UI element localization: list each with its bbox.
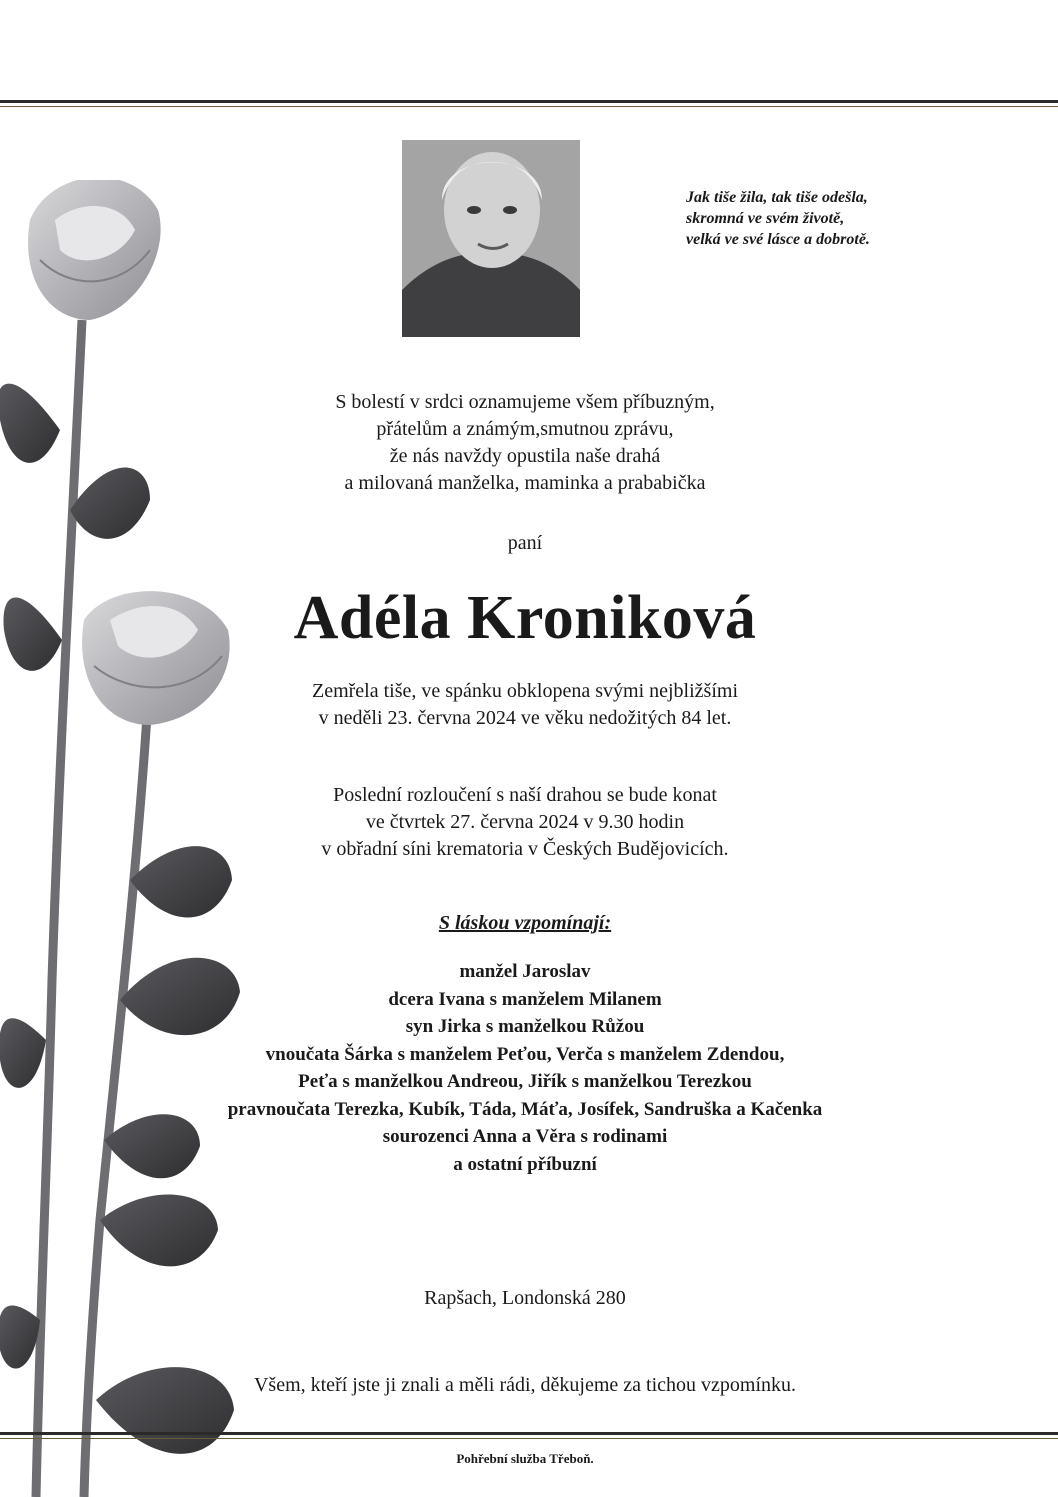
mourner-line: vnoučata Šárka s manželem Peťou, Verča s manželem Zdendou, (265, 1043, 785, 1065)
announcement-line: přátelům a známým,smutnou zprávu, (376, 418, 674, 440)
motto-line: velká ve své lásce a dobrotě. (686, 231, 870, 248)
mourner-line: pravnoučata Terezka, Kubík, Táda, Máťa, Josífek, Sandruška a Kačenka (227, 1098, 823, 1120)
mourner-line: dcera Ivana s manželem Milanem (388, 988, 662, 1010)
mourner-line: manžel Jaroslav (459, 961, 591, 982)
funeral-info (140, 782, 910, 863)
top-divider (0, 100, 1058, 107)
bottom-divider (0, 1432, 1058, 1439)
motto-line: skromná ve svém životě, (686, 210, 845, 227)
mourners-list (140, 958, 910, 1178)
announcement-line: že nás navždy opustila naše drahá (389, 445, 661, 467)
portrait-photo (402, 140, 580, 337)
announcement-line: S bolestí v srdci oznamujeme všem příbuzným, (335, 391, 715, 413)
title-prefix: paní (507, 532, 543, 554)
funeral-service-credit: Pohřební služba Třeboň. (456, 1451, 594, 1466)
announcement-text (140, 389, 910, 497)
mourners-heading: S láskou vzpomínají: (438, 912, 612, 934)
thanks-note: Všem, kteří jste ji znali a měli rádi, děkujeme za tichou vzpomínku. (253, 1374, 797, 1396)
mourner-line: sourozenci Anna a Věra s rodinami (382, 1126, 668, 1147)
funeral-line: Poslední rozloučení s naší drahou se bude konat (333, 784, 717, 806)
leaf-shape (0, 384, 60, 463)
rose-head-upper (28, 180, 161, 320)
mourner-line: syn Jirka s manželkou Růžou (405, 1016, 645, 1037)
family-address: Rapšach, Londonská 280 (424, 1287, 626, 1309)
funeral-line: ve čtvrtek 27. června 2024 v 9.30 hodin (365, 811, 685, 833)
motto-verse (686, 187, 986, 250)
death-line: Zemřela tiše, ve spánku obklopena svými nejbližšími (311, 680, 738, 702)
mourner-line: a ostatní příbuzní (453, 1153, 597, 1175)
death-line: v neděli 23. června 2024 ve věku nedožitých 84 let. (318, 707, 732, 729)
deceased-name: Adéla Kroniková (293, 584, 757, 652)
mourner-line: Peťa s manželkou Andreou, Jiřík s manželkou Terezkou (298, 1071, 752, 1092)
funeral-line: v obřadní síni krematoria v Českých Budějovicích. (321, 838, 729, 860)
announcement-line: a milovaná manželka, maminka a prababička (344, 472, 706, 494)
death-notice (140, 678, 910, 732)
motto-line: Jak tiše žila, tak tiše odešla, (686, 189, 868, 206)
